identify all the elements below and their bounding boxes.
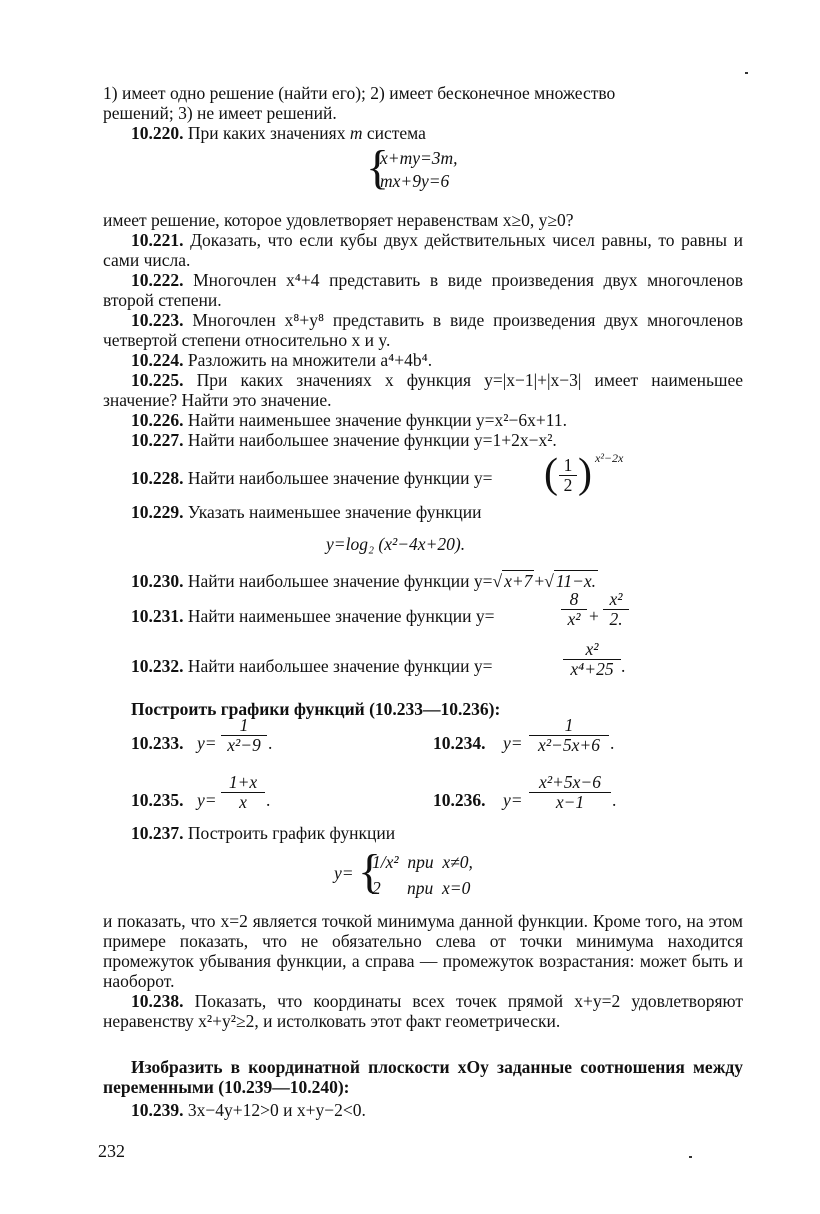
- problem-number: 10.225.: [131, 370, 184, 390]
- problem-10-226: [103, 410, 743, 430]
- y-equals: y=: [503, 733, 523, 753]
- paren-left: (: [544, 451, 558, 497]
- problem-10-228: [131, 450, 691, 500]
- y-equals: y=: [197, 733, 217, 753]
- problem-number: 10.220.: [131, 123, 184, 143]
- problem-number: 10.232.: [131, 656, 184, 676]
- problem-number: 10.238.: [131, 991, 184, 1011]
- fraction: [603, 590, 629, 629]
- equation: mx+9y=6: [380, 171, 450, 191]
- problem-10-220: [103, 123, 743, 143]
- plus: +: [589, 606, 599, 626]
- problem-text: 3x−4y+12>0 и x+y−2<0.: [187, 1100, 366, 1120]
- problem-number: 10.229.: [131, 502, 184, 522]
- problem-number: 10.223.: [131, 310, 184, 330]
- problem-number: 10.226.: [131, 410, 184, 430]
- denominator: x²: [567, 609, 581, 629]
- problem-text: Построить график функции: [187, 823, 396, 843]
- denominator: 2: [563, 475, 573, 495]
- text-line: 1) имеет одно решение (найти его); 2) имеет бесконечное множество: [103, 83, 616, 103]
- problem-text: Указать наименьшее значение функции: [187, 502, 482, 522]
- brace: {: [366, 141, 390, 194]
- problem-number: 10.239.: [131, 1100, 184, 1120]
- problem-number: 10.222.: [131, 270, 184, 290]
- problem-number: 10.221.: [131, 230, 184, 250]
- problem-text: система: [366, 123, 426, 143]
- case: 2 при x=0: [372, 878, 471, 898]
- problem-text: Найти наибольшее значение функции y=: [187, 571, 493, 591]
- variable: m: [349, 123, 363, 143]
- problem-text: Найти наибольшее значение функции y=: [187, 656, 493, 676]
- problem-10-229: [131, 502, 481, 522]
- problem-10-221: [103, 230, 743, 270]
- sqrt-icon: √: [492, 571, 503, 591]
- problem-10-225: [103, 370, 743, 410]
- problem-10-230: [131, 571, 598, 591]
- numerator: 1+x: [221, 773, 265, 793]
- brace: {: [358, 845, 382, 898]
- problem-text: Найти наименьшее значение функции y=: [187, 606, 495, 626]
- fraction: [221, 773, 265, 812]
- fraction: [559, 456, 577, 495]
- page-number: 232: [98, 1141, 125, 1161]
- problem-number: 10.224.: [131, 350, 184, 370]
- radicand: x+7: [504, 571, 533, 591]
- problem-10-237: [131, 823, 395, 843]
- problem-text: Показать, что координаты всех точек прямой x+y=2 удовлетворяют неравенству x²+y²≥2, и истолковать этот факт геометрически.: [103, 991, 743, 1031]
- paren-right: ): [578, 451, 592, 497]
- period: .: [610, 733, 615, 753]
- problem-number: 10.233.: [131, 733, 184, 753]
- problem-number: 10.228.: [131, 468, 184, 488]
- problem-10-234: [433, 716, 733, 762]
- problem-10-223: [103, 310, 743, 350]
- problem-text: Многочлен x⁸+y⁸ представить в виде произведения двух многочленов четвертой степени относительно x и y.: [103, 310, 743, 350]
- numerator: x²+5x−6: [529, 773, 611, 793]
- problem-text: Найти наибольшее значение функции y=: [187, 468, 493, 488]
- fraction: [221, 716, 267, 755]
- text-line: имеет решение, которое удовлетворяет неравенствам x≥0, y≥0?: [103, 210, 574, 230]
- numerator: 1: [221, 716, 267, 736]
- problem-text: При каких значениях x функция y=|x−1|+|x−3| имеет наименьшее значение? Найти это значение.: [103, 370, 743, 410]
- problem-line: [131, 468, 492, 488]
- problem-number: 10.234.: [433, 733, 486, 753]
- equation: x+my=3m,: [380, 148, 458, 168]
- fraction: [529, 773, 611, 812]
- radicand: 11−x.: [555, 571, 597, 591]
- problem-10-227: [103, 430, 743, 450]
- problem-text: Разложить на множители a⁴+4b⁴.: [187, 350, 433, 370]
- problem-number: 10.235.: [131, 790, 184, 810]
- problem-text: При каких значениях: [187, 123, 346, 143]
- problem-10-222: [103, 270, 743, 310]
- problem-number: 10.236.: [433, 790, 486, 810]
- fraction: [529, 716, 609, 755]
- exponent: x²−2x: [595, 451, 624, 465]
- problem-10-239: [131, 1100, 366, 1120]
- period: .: [268, 733, 273, 753]
- piecewise-function: [334, 845, 534, 900]
- fraction: [561, 590, 587, 629]
- period: .: [612, 790, 617, 810]
- problem-10-233: [131, 716, 431, 762]
- problem-number: 10.227.: [131, 430, 184, 450]
- text-line: решений; 3) не имеет решений.: [103, 103, 337, 123]
- denominator: 2.: [609, 609, 623, 629]
- numerator: x²: [603, 590, 629, 610]
- problem-10-235: [131, 773, 431, 819]
- y-equals: y=: [197, 790, 217, 810]
- problem-number: 10.230.: [131, 571, 184, 591]
- fraction: [563, 640, 621, 679]
- equation-system: [366, 141, 526, 196]
- scan-speck: [689, 1156, 692, 1158]
- y-equals: y=: [334, 863, 354, 883]
- paragraph: и показать, что x=2 является точкой минимума данной функции. Кроме того, на этом примере показать, что не обязательно слева от точки минимума находится промежуток убывания функции, а справа — промежуток возрастания: может быть и наоборот.: [103, 911, 743, 991]
- problem-text: Найти наибольшее значение функции y=1+2x−x².: [187, 430, 557, 450]
- period: .: [266, 790, 271, 810]
- problem-line: [131, 656, 492, 676]
- plus: +: [534, 571, 545, 591]
- denominator: x: [239, 792, 247, 812]
- problem-10-224: [103, 350, 743, 370]
- scan-speck: [745, 72, 748, 74]
- y-equals: y=: [503, 790, 523, 810]
- problem-10-238: [103, 991, 743, 1031]
- numerator: x²: [563, 640, 621, 660]
- problem-number: 10.237.: [131, 823, 184, 843]
- numerator: 1: [529, 716, 609, 736]
- numerator: 1: [559, 456, 577, 476]
- denominator: x⁴+25: [570, 659, 614, 679]
- period: .: [621, 656, 626, 676]
- numerator: 8: [561, 590, 587, 610]
- problem-text: Доказать, что если кубы двух действительных чисел равны, то равны и сами числа.: [103, 230, 743, 270]
- sqrt-icon: √: [544, 571, 554, 591]
- problem-10-236: [433, 773, 733, 819]
- problem-number: 10.231.: [131, 606, 184, 626]
- problem-line: [131, 606, 495, 626]
- section-heading: Построить графики функций (10.233—10.236):: [131, 699, 501, 719]
- problem-text: Многочлен x⁴+4 представить в виде произведения двух многочленов второй степени.: [103, 270, 744, 310]
- denominator: x²−5x+6: [538, 735, 600, 755]
- denominator: x²−9: [227, 735, 261, 755]
- denominator: x−1: [555, 792, 585, 812]
- case: 1/x² при x≠0,: [372, 852, 473, 872]
- problem-text: Найти наименьшее значение функции y=x²−6x+11.: [187, 410, 567, 430]
- formula: y=log₂ (x²−4x+20).: [326, 534, 466, 554]
- section-heading: Изобразить в координатной плоскости xOy заданные соотношения между переменными (10.239—10.240):: [103, 1057, 743, 1097]
